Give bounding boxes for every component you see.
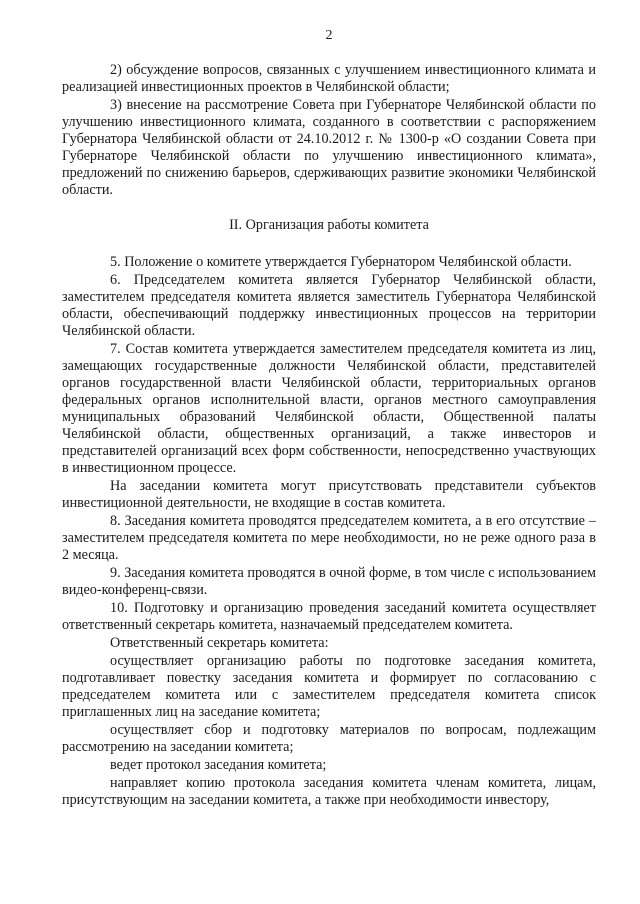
section-heading: II. Организация работы комитета [229, 217, 429, 233]
secretary-duty-1: осуществляет организацию работы по подготовке заседания комитета, подготавливает повестку заседания комитета и формирует по согласованию с председателем комитета или с заместителем председателя комитета список приглашенных лиц на заседание комитета; [62, 653, 596, 720]
page-number: 2 [325, 28, 333, 43]
paragraph-5: 5. Положение о комитете утверждается Губернатором Челябинской области. [110, 254, 572, 270]
secretary-duty-2: осуществляет сбор и подготовку материалов по вопросам, подлежащим рассмотрению на заседании комитета; [62, 722, 596, 755]
paragraph-6: 6. Председателем комитета является Губернатор Челябинской области, заместителем председателя комитета является заместитель Губернатора Челябинской области, обеспечивающий поддержку инвестиционных процессов на территории Челябинской области. [62, 272, 596, 339]
paragraph-item-2: 2) обсуждение вопросов, связанных с улучшением инвестиционного климата и реализацией инвестиционных проектов в Челябинской области; [62, 62, 596, 95]
paragraph-8: 8. Заседания комитета проводятся председателем комитета, а в его отсутствие – заместителем председателя комитета по мере необходимости, но не реже одного раза в 2 месяца. [62, 513, 596, 563]
secretary-intro: Ответственный секретарь комитета: [110, 635, 329, 651]
paragraph-10: 10. Подготовку и организацию проведения заседаний комитета осуществляет ответственный секретарь комитета, назначаемый председателем комитета. [62, 600, 596, 633]
paragraph-item-3: 3) внесение на рассмотрение Совета при Губернаторе Челябинской области по улучшению инвестиционного климата, созданного в соответствии с распоряжением Губернатора Челябинской области от 24.10.2012 г. № 1300-р «О создании Совета при Губернаторе Челябинской области по улучшению инвестиционного климата», предложений по снижению барьеров, сдерживающих развитие экономики Челябинской области. [62, 97, 596, 198]
secretary-duty-3: ведет протокол заседания комитета; [110, 757, 327, 773]
paragraph-7-note: На заседании комитета могут присутствовать представители субъектов инвестиционной деятельности, не входящие в состав комитета. [62, 478, 596, 511]
paragraph-9: 9. Заседания комитета проводятся в очной форме, в том числе с использованием видео-конференц-связи. [62, 565, 596, 598]
secretary-duty-4: направляет копию протокола заседания комитета членам комитета, лицам, присутствующим на заседании комитета, а также при необходимости инвестору, [62, 775, 596, 808]
paragraph-7: 7. Состав комитета утверждается заместителем председателя комитета из лиц, замещающих государственные должности Челябинской области, представителей органов государственной власти Челябинской области, территориальных органов федеральных органов исполнительной власти, органов местного самоуправления муниципальных образований Челябинской области, Общественной палаты Челябинской области, общественных организаций, а также инвесторов и представителей организаций всех форм собственности, непосредственно участвующих в инвестиционном процессе. [62, 341, 596, 476]
